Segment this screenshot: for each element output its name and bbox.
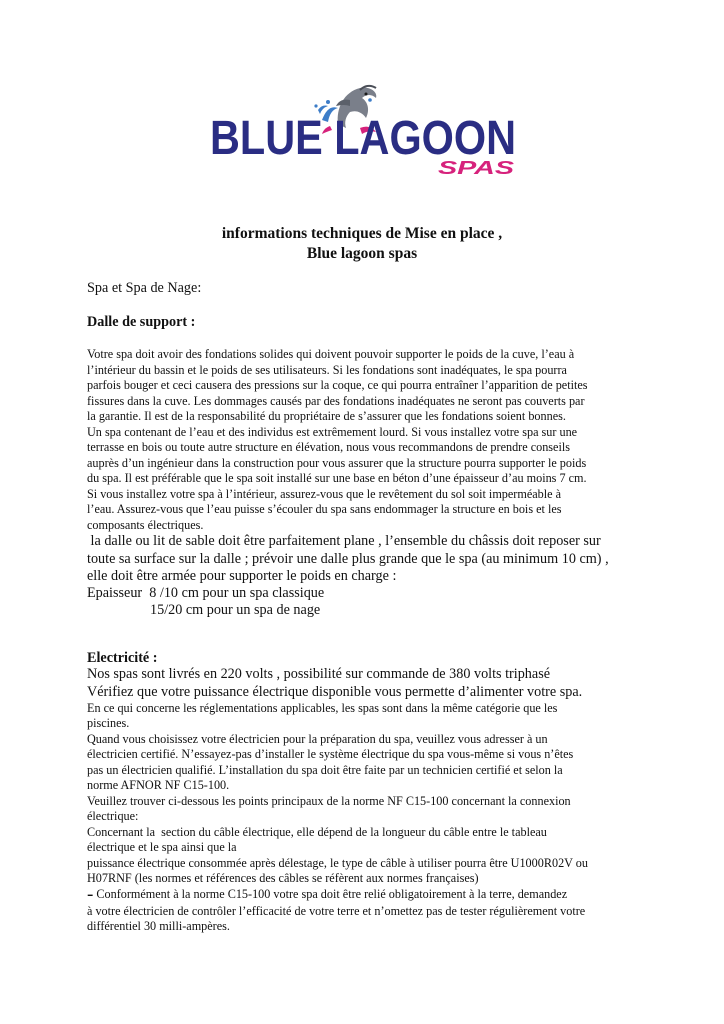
dalle-paragraph-line: composants électriques. xyxy=(87,518,204,532)
elec-line: électricien certifié. N’essayez-pas d’installer le système électrique du spa vous-même si vous n’êtes xyxy=(87,747,574,761)
bullet-dash: - xyxy=(87,884,94,905)
title-line-1: informations techniques de Mise en place , xyxy=(221,225,503,242)
elec-line: Veuillez trouver ci-dessous les points principaux de la norme NF C15-100 concernant la connexion xyxy=(87,794,571,808)
intro-text: Spa et Spa de Nage: xyxy=(87,280,202,296)
dalle-paragraph-line: terrasse en bois ou toute autre structure en élévation, nous vous recommandons de prendre conseils xyxy=(87,440,570,454)
document-title xyxy=(0,224,724,264)
elec-line: différentiel 30 milli-ampères. xyxy=(87,919,230,933)
dalle-paragraph-line: Si vous installez votre spa à l’intérieur, assurez-vous que le revêtement du sol soit imperméable à xyxy=(87,487,562,501)
dalle-requirement-line: la dalle ou lit de sable doit être parfaitement plane , l’ensemble du châssis doit reposer sur xyxy=(87,533,601,549)
thickness-swim-spa: 15/20 cm pour un spa de nage xyxy=(150,602,321,618)
dalle-heading: Dalle de support : xyxy=(87,314,196,330)
dalle-paragraph-line: l’eau. Assurez-vous que l’eau puisse s’écouler du spa sans endommager la structure en bois et les xyxy=(87,502,562,516)
elec-bullet-text: Conformément à la norme C15-100 votre spa doit être relié obligatoirement à la terre, demandez xyxy=(93,887,568,901)
dalle-paragraph-line: du spa. Il est préférable que le spa soit installé sur une base en béton d’une épaisseur d’au moins 7 cm. xyxy=(87,471,587,485)
dalle-paragraph-line: Votre spa doit avoir des fondations solides qui doivent pouvoir supporter le poids de la cuve, l’eau à xyxy=(87,347,575,361)
elec-line: à votre électricien de contrôler l’efficacité de votre terre et n’omettez pas de tester régulièrement votre xyxy=(87,904,586,918)
elec-line: piscines. xyxy=(87,716,130,730)
thickness-classic: Epaisseur 8 /10 cm pour un spa classique xyxy=(87,585,325,601)
elec-line: norme AFNOR NF C15-100. xyxy=(87,778,230,792)
brand-logo xyxy=(210,80,520,178)
elec-line: H07RNF (les normes et références des câbles se réfèrent aux normes françaises) xyxy=(87,871,479,885)
dalle-paragraph-line: Un spa contenant de l’eau et des individus est extrêmement lourd. Si vous installez votre spa sur une xyxy=(87,425,578,439)
dalle-paragraph-line: fissures dans la cuve. Les dommages causés par des fondations inadéquates ne seront pas couverts par xyxy=(87,394,585,408)
dalle-paragraph-line: auprès d’un ingénieur dans la construction pour vous assurer que la structure pourra supporter le poids xyxy=(87,456,587,470)
elec-line: électrique: xyxy=(87,809,139,823)
dalle-paragraph-line: l’intérieur du bassin et le poids de ses utilisateurs. Si les fondations sont inadéquates, le spa pourra xyxy=(87,363,567,377)
electricite-heading: Electricité : xyxy=(87,650,158,666)
title-line-2: Blue lagoon spas xyxy=(306,245,418,262)
elec-line: Nos spas sont livrés en 220 volts , possibilité sur commande de 380 volts triphasé xyxy=(87,666,551,682)
dalle-requirement-line: elle doit être armée pour supporter le poids en charge : xyxy=(87,568,397,584)
dalle-paragraph-line: parfois bouger et ceci causera des pressions sur la coque, ce qui pourra entraîner l’apparition de petites xyxy=(87,378,588,392)
elec-line: En ce qui concerne les réglementations applicables, les spas sont dans la même catégorie que les xyxy=(87,701,558,715)
elec-line: Concernant la section du câble électrique, elle dépend de la longueur du câble entre le tableau xyxy=(87,825,547,839)
logo-graphic xyxy=(210,80,520,178)
elec-bullet-line xyxy=(87,884,568,905)
dalle-requirement-line: toute sa surface sur la dalle ; prévoir une dalle plus grande que le spa (au minimum 10 cm) , xyxy=(87,551,609,567)
brand-sub: SPAS xyxy=(438,158,514,178)
brand-name: BLUE LAGOON xyxy=(210,112,516,165)
dalle-paragraph-line: la garantie. Il est de la responsabilité du propriétaire de s’assurer que les fondations soient bonnes. xyxy=(87,409,566,423)
elec-line: pas un électricien qualifié. L’installation du spa doit être faite par un technicien certifié et selon la xyxy=(87,763,563,777)
elec-line: électrique et le spa ainsi que la xyxy=(87,840,237,854)
elec-line: Quand vous choisissez votre électricien pour la préparation du spa, veuillez vous adresser à un xyxy=(87,732,548,746)
elec-line: puissance électrique consommée après délestage, le type de câble à utiliser pourra être U1000R02V ou xyxy=(87,856,588,870)
elec-line: Vérifiez que votre puissance électrique disponible vous permette d’alimenter votre spa. xyxy=(87,684,583,700)
